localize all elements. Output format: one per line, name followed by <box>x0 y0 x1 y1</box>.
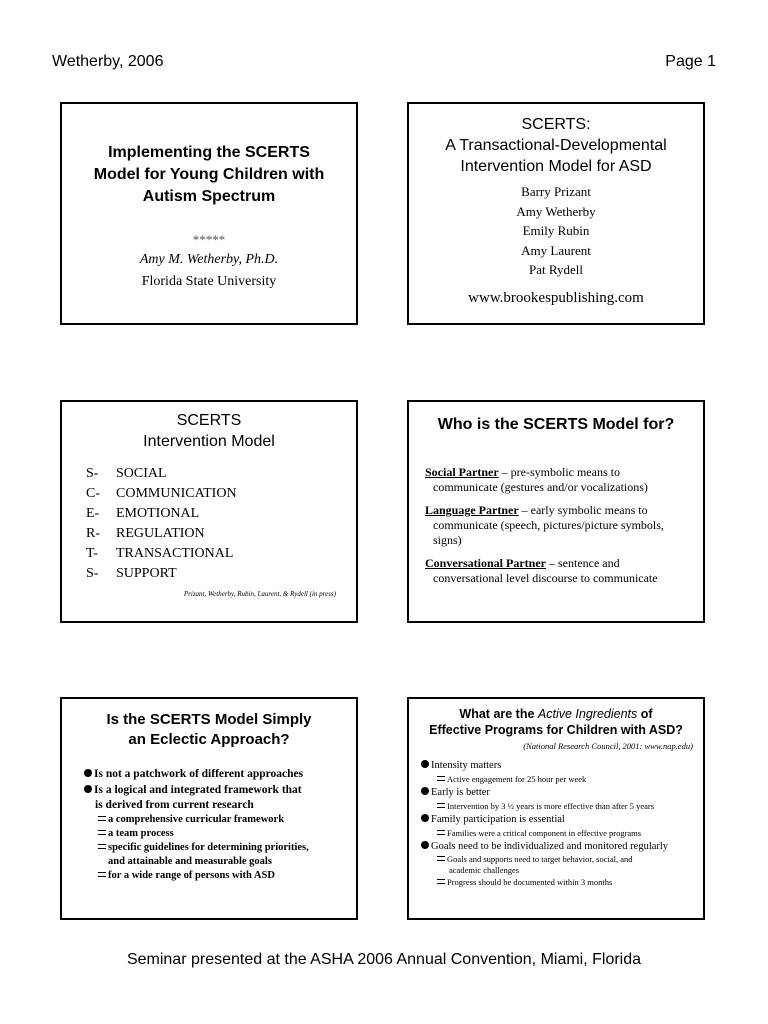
acronym-word: COMMUNICATION <box>116 486 237 501</box>
sub-text: academic challenges <box>449 865 520 875</box>
sub-item <box>98 813 352 827</box>
eclectic-list <box>84 767 352 883</box>
source-citation: (National Research Council, 2001: www.nap.edu) <box>523 741 693 751</box>
bullet-text: Is not a patchwork of different approaches <box>94 768 304 780</box>
bullet-icon <box>84 769 92 777</box>
acronym-word: REGULATION <box>116 526 205 541</box>
acronym-letter: R- <box>86 526 100 541</box>
bullet-icon <box>421 760 429 768</box>
slide-title <box>60 102 358 325</box>
acronym-word: SOCIAL <box>116 466 167 481</box>
acronym-row <box>86 544 237 564</box>
list-item <box>84 783 352 813</box>
header-author-year: Wetherby, 2006 <box>52 53 164 70</box>
sub-text: Progress should be documented within 3 months <box>447 877 613 887</box>
slide-authors <box>407 102 705 325</box>
author-name: Barry Prizant <box>521 184 591 199</box>
partner-desc: – sentence and <box>545 556 620 570</box>
title-line: Is the SCERTS Model Simply <box>106 711 312 728</box>
title-line: Intervention Model <box>143 433 275 450</box>
slide-active-ingredients-heading <box>409 706 703 738</box>
sub-list <box>84 813 352 883</box>
dash-icon <box>98 844 106 849</box>
publisher-url: www.brookespublishing.com <box>468 290 644 306</box>
partner-desc: – early symbolic means to <box>518 503 648 517</box>
sub-text: specific guidelines for determining priorities, <box>108 842 309 853</box>
bullet-text: is derived from current research <box>95 799 254 811</box>
partner-item <box>425 556 697 586</box>
bullet-text: Goals need to be individualized and monitored regularly <box>431 841 669 852</box>
slide-acronym <box>60 400 358 623</box>
presenter-affiliation: Florida State University <box>141 274 277 289</box>
acronym-word: SUPPORT <box>116 566 177 581</box>
bullet-icon <box>421 787 429 795</box>
title-line: A Transactional-Developmental <box>445 137 667 154</box>
slide-acronym-heading <box>62 410 356 452</box>
partner-term: Language Partner <box>425 503 519 517</box>
title-line: Model for Young Children with <box>93 166 325 183</box>
slide-eclectic <box>60 697 358 920</box>
sub-item <box>421 773 699 786</box>
sub-item <box>421 854 699 876</box>
dash-icon <box>437 830 445 835</box>
bullet-text: Is a logical and integrated framework that <box>94 784 302 796</box>
sub-item <box>421 827 699 840</box>
separator-stars: ***** <box>192 232 226 247</box>
sub-item <box>421 876 699 889</box>
bullet-icon <box>421 814 429 822</box>
citation: Prizant, Wetherby, Rubin, Laurent, & Rydell (in press) <box>183 590 336 598</box>
acronym-letter: S- <box>86 466 99 481</box>
title-line: Intervention Model for ASD <box>460 158 652 175</box>
slide-who-for-heading: Who is the SCERTS Model for? <box>437 416 675 433</box>
title-line: an Eclectic Approach? <box>128 731 290 748</box>
list-item <box>421 813 699 840</box>
partner-desc: – pre-symbolic means to <box>498 465 620 479</box>
acronym-letter: C- <box>86 486 100 501</box>
sub-text: a team process <box>108 828 174 839</box>
dash-icon <box>98 872 106 877</box>
dash-icon <box>437 803 445 808</box>
acronym-letter: S- <box>86 566 99 581</box>
title-line: SCERTS: <box>521 116 591 133</box>
author-list <box>409 182 703 280</box>
sub-text: for a wide range of persons with ASD <box>108 870 275 881</box>
title-line: SCERTS <box>176 412 242 429</box>
title-line: Effective Programs for Children with ASD? <box>429 723 683 737</box>
sub-text: Families were a critical component in effective programs <box>447 828 642 838</box>
sub-item <box>98 841 352 869</box>
ingredient-list <box>421 759 699 889</box>
dash-icon <box>437 776 445 781</box>
sub-item <box>98 869 352 883</box>
author-name: Pat Rydell <box>528 262 583 277</box>
partner-list <box>425 465 697 586</box>
slide-eclectic-heading <box>62 710 356 750</box>
author-name: Amy Wetherby <box>516 203 596 219</box>
dash-icon <box>98 816 106 821</box>
title-part: What are the <box>459 707 538 721</box>
title-part: of <box>637 707 653 721</box>
sub-item <box>98 827 352 841</box>
acronym-row <box>86 524 237 544</box>
header-page-number: Page 1 <box>665 53 716 70</box>
bullet-text: Intensity matters <box>431 760 502 771</box>
author-name: Emily Rubin <box>522 223 590 238</box>
page-footer: Seminar presented at the ASHA 2006 Annual Convention, Miami, Florida <box>126 951 642 968</box>
title-line: Implementing the SCERTS <box>108 144 310 161</box>
dash-icon <box>437 856 445 861</box>
title-line: Autism Spectrum <box>142 188 276 205</box>
author-name: Amy Laurent <box>521 242 591 258</box>
acronym-word: EMOTIONAL <box>116 506 200 521</box>
partner-item <box>425 503 697 548</box>
list-item <box>421 759 699 786</box>
partner-item <box>425 465 697 495</box>
sub-text: Goals and supports need to target behavior, social, and <box>447 854 633 864</box>
bullet-text: Family participation is essential <box>431 814 565 825</box>
partner-desc: communicate (gestures and/or vocalizations) <box>433 480 648 494</box>
presenter-name: Amy M. Wetherby, Ph.D. <box>139 252 279 267</box>
acronym-row <box>86 564 237 584</box>
bullet-text: Early is better <box>431 787 490 798</box>
acronym-row <box>86 504 237 524</box>
list-item <box>421 840 699 889</box>
sub-text: and attainable and measurable goals <box>108 856 272 867</box>
sub-text: a comprehensive curricular framework <box>108 814 285 825</box>
sub-text: Active engagement for 25 hour per week <box>447 774 587 784</box>
acronym-row <box>86 484 237 504</box>
dash-icon <box>98 830 106 835</box>
sub-text: Intervention by 3 ½ years is more effective than after 5 years <box>447 801 655 811</box>
bullet-icon <box>421 841 429 849</box>
partner-desc: communicate (speech, pictures/picture symbols, <box>433 518 664 532</box>
bullet-icon <box>84 785 92 793</box>
dash-icon <box>437 879 445 884</box>
sub-item <box>421 800 699 813</box>
acronym-word: TRANSACTIONAL <box>116 546 234 561</box>
partner-desc: signs) <box>433 533 462 547</box>
partner-desc: conversational level discourse to communicate <box>433 571 658 585</box>
slide-title-heading <box>62 142 356 208</box>
list-item <box>421 786 699 813</box>
slide-who-for <box>407 400 705 623</box>
acronym-letter: E- <box>86 506 100 521</box>
partner-term: Social Partner <box>425 465 499 479</box>
acronym-letter: T- <box>86 546 98 561</box>
acronym-row <box>86 464 237 484</box>
title-italic: Active Ingredients <box>537 707 638 721</box>
acronym-list <box>86 464 237 584</box>
slide-authors-heading <box>409 114 703 177</box>
partner-term: Conversational Partner <box>425 556 546 570</box>
slide-active-ingredients <box>407 697 705 920</box>
list-item <box>84 767 352 782</box>
